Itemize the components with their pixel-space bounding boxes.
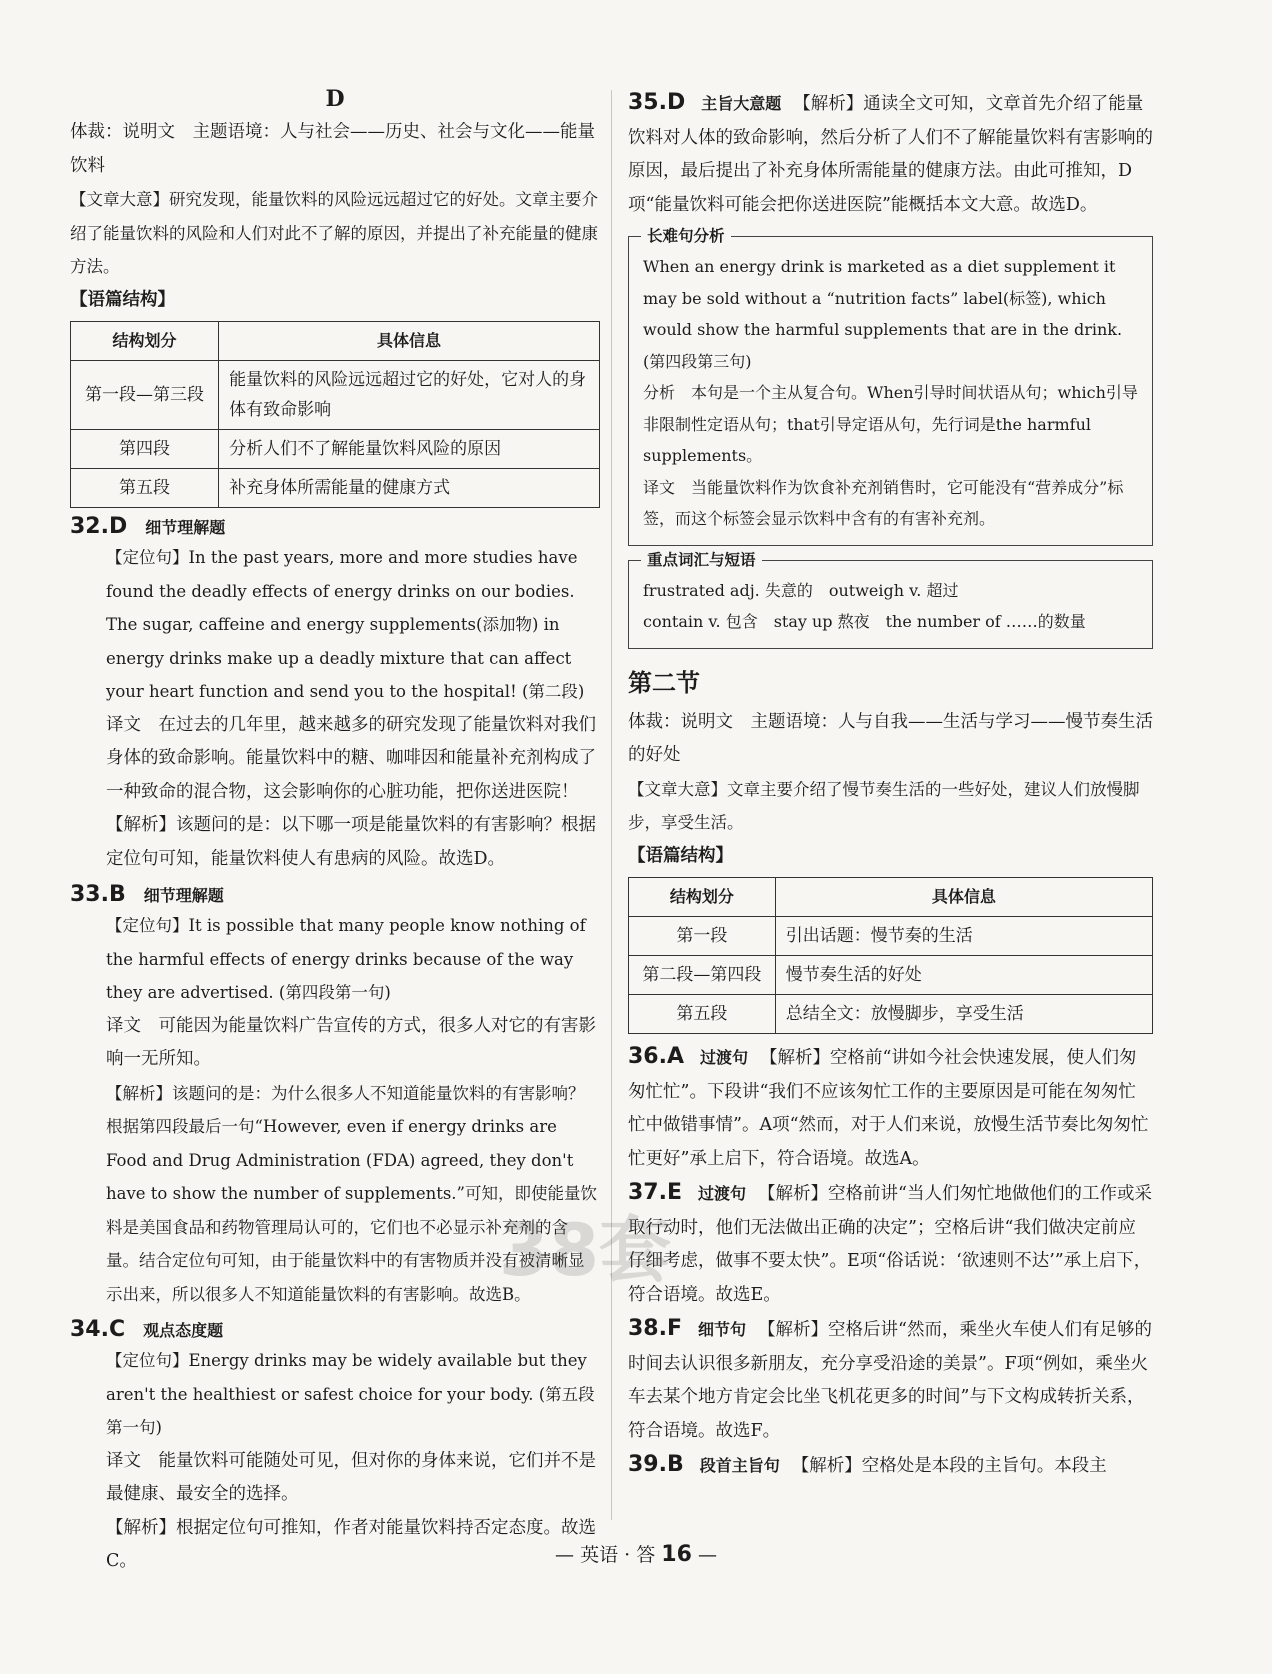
table-cell: 第四段 [71, 430, 219, 469]
question-number: 38.F [628, 1316, 683, 1341]
analysis: 【解析】空格前“讲如今社会快速发展，使人们匆匆忙忙”。下段讲“我们不应该匆忙工作的主要原因是可能在匆匆忙忙中做错事情”。A项“然而，对于人们来说，放慢生活节奏比匆匆忙忙更好”承上启下，符合语境。故选A。 [628, 1048, 1149, 1169]
section-title: 第二节 [628, 668, 700, 697]
question-type: 观点态度题 [143, 1321, 224, 1340]
box-title: 重点词汇与短语 [641, 548, 762, 570]
locate-sentence: 【定位句】In the past years, more and more studies have found the deadly effects of energy drinks on our bodies. The sugar, caffeine and energy supplements(添加物) in energy drinks make up a deadly mixture that can affect your heart function and send you to the hospital! (第二段) [106, 548, 585, 701]
table-cell: 第五段 [71, 469, 219, 508]
question-number: 33.B [70, 882, 126, 907]
table-row [71, 430, 600, 469]
table-cell: 慢节奏生活的好处 [775, 956, 1152, 995]
article-summary: 【文章大意】文章主要介绍了慢节奏生活的一些好处，建议人们放慢脚步，享受生活。 [628, 779, 1140, 832]
table-row [629, 956, 1153, 995]
question-header-32 [70, 514, 600, 539]
table-row [629, 995, 1153, 1034]
question-number: 35.D [628, 90, 686, 115]
question-35 [628, 86, 1153, 222]
structure-table [70, 321, 600, 508]
table-cell: 引出话题：慢节奏的生活 [775, 917, 1152, 956]
question-type: 过渡句 [700, 1048, 749, 1067]
question-header-33 [70, 882, 600, 907]
vocab-line: frustrated adj. 失意的 outweigh v. 超过 [643, 580, 959, 600]
question-number: 34.C [70, 1317, 126, 1342]
question-type: 细节句 [698, 1320, 747, 1339]
question-number: 36.A [628, 1044, 684, 1069]
section-letter: D [325, 86, 345, 112]
question-type: 段首主旨句 [699, 1456, 780, 1475]
translation: 译文 在过去的几年里，越来越多的研究发现了能量饮料对我们身体的致命影响。能量饮料中的糖、咖啡因和能量补充剂构成了一种致命的混合物，这会影响你的心脏功能，把你送进医院！ [106, 714, 596, 802]
table-cell: 总结全文：放慢脚步，享受生活 [775, 995, 1152, 1034]
sentence-translation: 译文 当能量饮料作为饮食补充剂销售时，它可能没有“营养成分”标签，而这个标签会显示饮料中含有的有害补充剂。 [643, 477, 1124, 528]
structure-label: 【语篇结构】 [70, 289, 175, 310]
table-cell: 能量饮料的风险远远超过它的好处，它对人的身体有致命影响 [219, 361, 600, 430]
vocab-box [628, 550, 1153, 649]
long-sentence: When an energy drink is marketed as a diet supplement it may be sold without a “nutrition facts” label(标签), which would show the harmful supplements that are in the drink. (第四段第三句) [643, 257, 1123, 371]
locate-sentence: 【定位句】Energy drinks may be widely available but they aren't the healthiest or safest choice for your body. (第五段第一句) [106, 1351, 595, 1437]
right-column [628, 86, 1153, 1484]
question-36 [628, 1040, 1153, 1176]
question-37 [628, 1176, 1153, 1312]
question-type: 主旨大意题 [701, 94, 782, 113]
question-38 [628, 1312, 1153, 1448]
question-number: 32.D [70, 514, 128, 539]
question-type: 细节理解题 [143, 886, 224, 905]
structure-table [628, 877, 1153, 1034]
table-row [71, 361, 600, 430]
analysis: 【解析】空格处是本段的主旨句。本段主 [791, 1456, 1107, 1476]
footer-dash: — [697, 1544, 717, 1566]
table-cell: 分析人们不了解能量饮料风险的原因 [219, 430, 600, 469]
sentence-analysis: 分析 本句是一个主从复合句。When引导时间状语从句；which引导非限制性定语从句；that引导定语从句，先行词是the harmful supplements。 [643, 383, 1138, 465]
question-type: 过渡句 [698, 1184, 747, 1203]
article-summary: 【文章大意】研究发现，能量饮料的风险远远超过它的好处。文章主要介绍了能量饮料的风险和人们对此不了解的原因，并提出了补充能量的健康方法。 [70, 190, 598, 276]
analysis: 【解析】通读全文可知，文章首先介绍了能量饮料对人体的致命影响，然后分析了人们不了解能量饮料有害影响的原因，最后提出了补充身体所需能量的健康方法。由此可推知，D项“能量饮料可能会把你送进医院”能概括本文大意。故选D。 [628, 94, 1153, 215]
table-cell: 第五段 [629, 995, 776, 1034]
column-divider [611, 90, 612, 1520]
table-header: 具体信息 [775, 878, 1152, 917]
question-number: 37.E [628, 1180, 683, 1205]
box-title: 长难句分析 [641, 224, 731, 246]
table-row [71, 469, 600, 508]
watermark-logo [498, 1195, 672, 1305]
analysis: 【解析】该题问的是：以下哪一项是能量饮料的有害影响？根据定位句可知，能量饮料使人有患病的风险。故选D。 [106, 815, 596, 869]
table-cell: 第一段 [629, 917, 776, 956]
structure-label: 【语篇结构】 [628, 845, 733, 866]
left-column [70, 86, 600, 1579]
genre-line: 体裁：说明文 主题语境：人与自我——生活与学习——慢节奏生活的好处 [628, 711, 1153, 765]
locate-sentence: 【定位句】It is possible that many people know nothing of the harmful effects of energy drinks because of the way they are advertised. (第四段第一句) [106, 916, 586, 1002]
vocab-line: contain v. 包含 stay up 熬夜 the number of ……的数量 [643, 612, 1086, 631]
question-header-34 [70, 1317, 600, 1342]
page-number: 16 [661, 1542, 692, 1567]
analysis: 【解析】空格前讲“当人们匆忙地做他们的工作或采取行动时，他们无法做出正确的决定”；空格后讲“我们做决定前应仔细考虑，做事不要太快”。E项“俗话说：‘欲速则不达’”承上启下，符合语境。故选E。 [628, 1184, 1152, 1305]
analysis: 【解析】该题问的是：为什么很多人不知道能量饮料的有害影响？根据第四段最后一句“However, even if energy drinks are Food and Drug Administration (FDA) agreed, they don't have to show the number of supplements.”可知，即使能量饮料是美国食品和药物管理局认可的，它们也不必显示补充剂的含量。结合定位句可知，由于能量饮料中的有害物质并没有被清晰显示出来，所以很多人不知道能量饮料的有害影响。故选B。 [106, 1083, 597, 1304]
translation: 译文 可能因为能量饮料广告宣传的方式，很多人对它的有害影响一无所知。 [106, 1015, 596, 1069]
analysis: 【解析】根据定位句可推知，作者对能量饮料持否定态度。故选C。 [106, 1517, 596, 1571]
table-header: 具体信息 [219, 322, 600, 361]
watermark-text: 38套 [498, 1208, 672, 1292]
table-cell: 第一段—第三段 [71, 361, 219, 430]
table-cell: 第二段—第四段 [629, 956, 776, 995]
genre-line: 体裁：说明文 主题语境：人与社会——历史、社会与文化——能量饮料 [70, 122, 595, 176]
page-footer [0, 1540, 1272, 1567]
question-type: 细节理解题 [145, 518, 226, 537]
question-number: 39.B [628, 1452, 684, 1477]
question-39 [628, 1448, 1153, 1484]
table-row [629, 917, 1153, 956]
analysis: 【解析】空格后讲“然而，乘坐火车使人们有足够的时间去认识很多新朋友，充分享受沿途的美景”。F项“例如，乘坐火车去某个地方肯定会比坐飞机花更多的时间”与下文构成转折关系，符合语境。故选F。 [628, 1320, 1152, 1441]
table-cell: 补充身体所需能量的健康方式 [219, 469, 600, 508]
translation: 译文 能量饮料可能随处可见，但对你的身体来说，它们并不是最健康、最安全的选择。 [106, 1450, 596, 1504]
table-header: 结构划分 [71, 322, 219, 361]
table-header: 结构划分 [629, 878, 776, 917]
footer-label: — 英语 · 答 [555, 1544, 656, 1566]
long-sentence-box [628, 227, 1153, 546]
